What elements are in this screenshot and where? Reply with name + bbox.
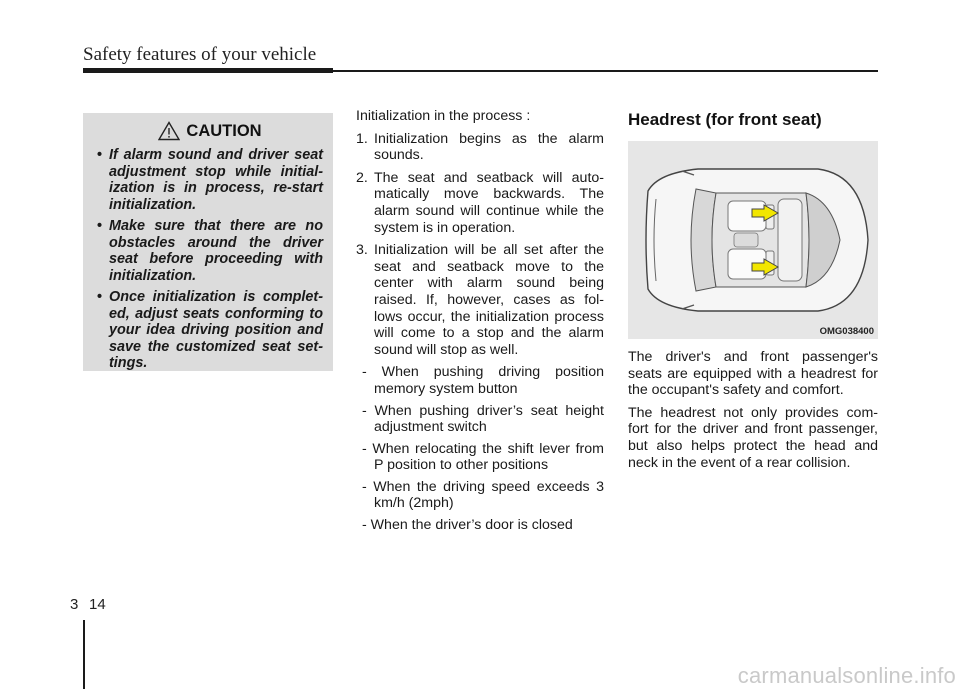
stop-case-item: - When relocating the shift lever from P position to other positions (362, 440, 604, 474)
watermark: carmanualsonline.info (737, 663, 956, 688)
step-text: Initialization begins as the alarm sounds. (374, 130, 604, 164)
step-item (356, 242, 604, 358)
caution-item (97, 289, 323, 372)
step-number: 3. (356, 242, 368, 259)
caution-list (97, 147, 323, 372)
header-rule-thin (333, 70, 878, 72)
warning-triangle-icon (158, 121, 180, 141)
chapter-number: 3 (70, 596, 79, 613)
footer-rule (83, 620, 85, 689)
caution-item (97, 147, 323, 213)
section-title: Headrest (for front seat) (628, 110, 822, 129)
page-header-title: Safety features of your vehicle (83, 44, 317, 65)
step-text: The seat and seatback will auto-matically move backwards. The alarm sound will continue while the system is in operation. (374, 169, 604, 236)
bullet-icon: • (97, 147, 103, 163)
headrest-text (628, 349, 878, 471)
step-number: 1. (356, 130, 368, 147)
caution-item (97, 218, 323, 284)
step-item (356, 170, 604, 236)
initialization-intro: Initialization in the process : (356, 108, 531, 124)
bullet-icon: • (97, 289, 103, 305)
initialization-column (356, 108, 604, 539)
step-item (356, 131, 604, 164)
page-number: 14 (89, 596, 106, 613)
caution-title: CAUTION (186, 121, 262, 140)
caution-heading (97, 121, 323, 141)
caution-item-text: Once initialization is complet-ed, adjust seats conforming to your idea driving position and save the customized seat set-tings. (109, 289, 323, 371)
caution-box (83, 113, 333, 371)
stop-case-item: - When the driving speed exceeds 3 km/h (2mph) (362, 478, 604, 512)
car-top-view-illustration (628, 141, 878, 339)
headrest-column (628, 110, 878, 477)
stop-cases-list (356, 364, 604, 533)
step-text: Initialization will be all set after the seat and seatback move to the center with alarm sound being raised. If, however, cases as fol-lows occur, the initialization process will come to a stop and the alarm sound will stop as well. (374, 242, 604, 358)
headrest-paragraph: The headrest not only provides com-fort for the driver and front passenger, but also helps protect the head and neck in the event of a rear collision. (628, 404, 878, 471)
caution-item-text: Make sure that there are no obstacles around the driver seat before proceeding with initialization. (109, 218, 323, 284)
stop-case-item: - When pushing driving position memory system button (362, 364, 604, 397)
car-figure (628, 141, 878, 339)
figure-code: OMG038400 (819, 326, 874, 337)
stop-case-item: - When pushing driver’s seat height adjustment switch (362, 402, 604, 436)
header-rule-thick (83, 68, 333, 73)
caution-item-text: If alarm sound and driver seat adjustment stop while initial-ization is in process, re-start initialization. (109, 147, 323, 213)
step-number: 2. (356, 169, 368, 186)
initialization-steps (356, 131, 604, 359)
stop-case-item: - When the driver’s door is closed (362, 517, 573, 534)
bullet-icon: • (97, 218, 103, 234)
headrest-paragraph: The driver's and front passenger's seats are equipped with a headrest for the occupant's safety and comfort. (628, 349, 878, 399)
